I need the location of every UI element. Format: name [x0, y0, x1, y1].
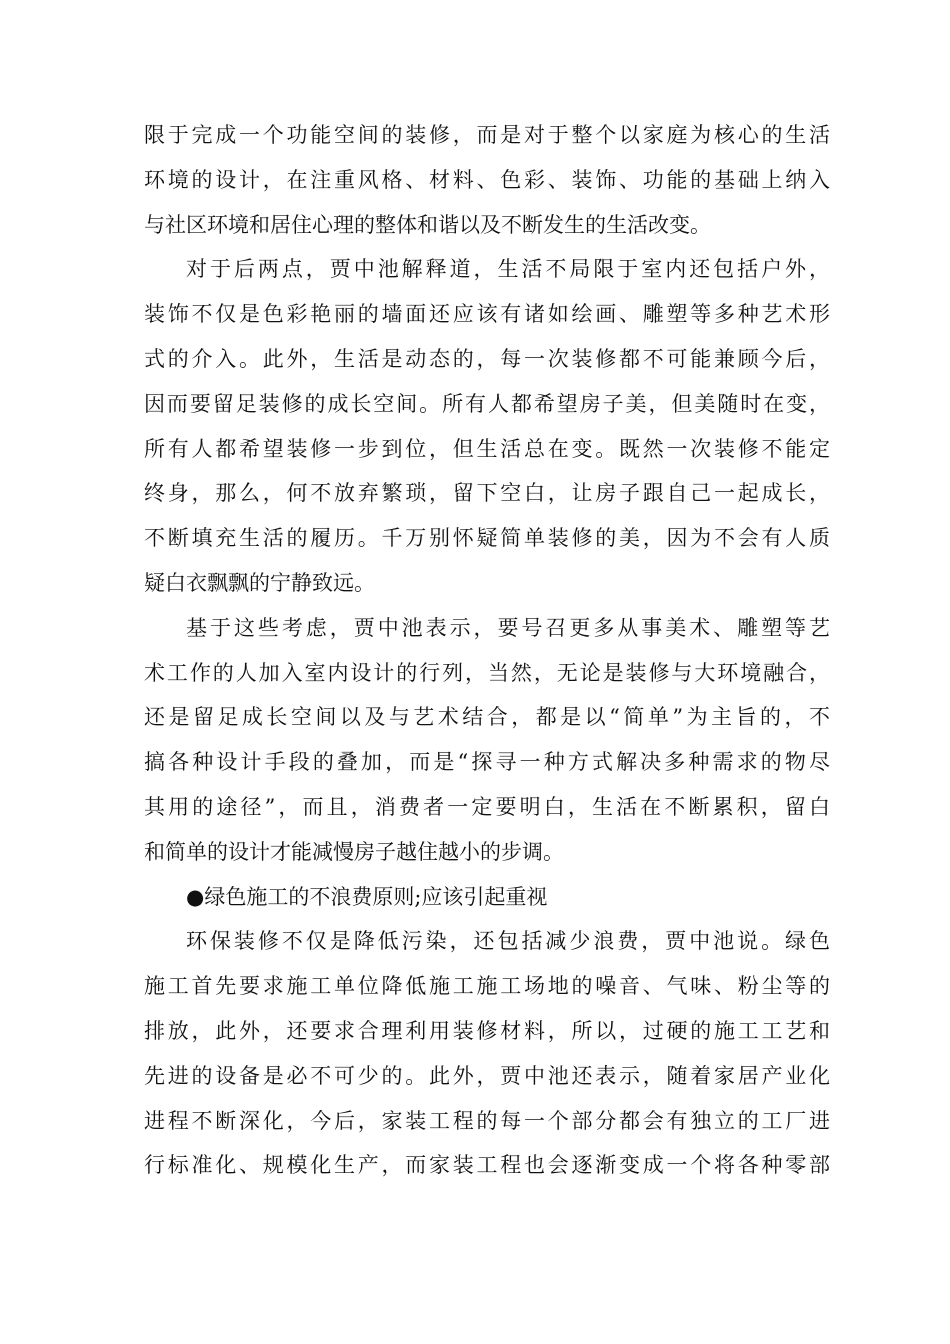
paragraph-2-line-2: 装饰不仅是色彩艳丽的墙面还应该有诸如绘画、雕塑等多种艺术形	[144, 302, 830, 327]
paragraph-3-line-4: 搞各种设计手段的叠加，而是“探寻一种方式解决多种需求的物尽	[144, 750, 830, 775]
paragraph-2-line-8: 疑白衣飘飘的宁静致远。	[144, 570, 375, 595]
paragraph-2-line-1: 对于后两点，贾中池解释道，生活不局限于室内还包括户外，	[186, 257, 830, 282]
paragraph-2-line-6: 终身，那么，何不放弃繁琐，留下空白，让房子跟自己一起成长，	[144, 481, 830, 506]
paragraph-2-line-4: 因而要留足装修的成长空间。所有人都希望房子美，但美随时在变，	[144, 391, 830, 416]
paragraph-3-line-3: 还是留足成长空间以及与艺术结合，都是以“简单”为主旨的，不	[144, 705, 830, 730]
body-text	[144, 113, 830, 1188]
paragraph-2-line-5: 所有人都希望装修一步到位，但生活总在变。既然一次装修不能定	[144, 436, 830, 461]
paragraph-4-line-6: 行标准化、规模化生产，而家装工程也会逐渐变成一个将各种零部	[144, 1153, 830, 1178]
paragraph-4-line-3: 排放，此外，还要求合理利用装修材料，所以，过硬的施工工艺和	[144, 1018, 830, 1043]
paragraph-4-line-4: 先进的设备是必不可少的。此外，贾中池还表示，随着家居产业化	[144, 1063, 830, 1088]
paragraph-1-line-1: 限于完成一个功能空间的装修，而是对于整个以家庭为核心的生活	[144, 123, 830, 147]
paragraph-4-line-5: 进程不断深化，今后，家装工程的每一个部分都会有独立的工厂进	[144, 1108, 830, 1133]
paragraph-2-line-7: 不断填充生活的履历。千万别怀疑简单装修的美，因为不会有人质	[144, 526, 830, 551]
paragraph-3-line-1: 基于这些考虑，贾中池表示，要号召更多从事美术、雕塑等艺	[186, 615, 830, 640]
paragraph-4-line-2: 施工首先要求施工单位降低施工施工场地的噪音、气味、粉尘等的	[144, 974, 830, 999]
paragraph-3-line-2: 术工作的人加入室内设计的行列，当然，无论是装修与大环境融合，	[144, 660, 830, 685]
paragraph-1-line-2: 环境的设计，在注重风格、材料、色彩、装饰、功能的基础上纳入	[144, 167, 830, 192]
paragraph-1-line-3: 与社区环境和居住心理的整体和谐以及不断发生的生活改变。	[144, 212, 711, 237]
paragraph-2-line-3: 式的介入。此外，生活是动态的，每一次装修都不可能兼顾今后，	[144, 346, 830, 371]
paragraph-3-line-6: 和简单的设计才能减慢房子越住越小的步调。	[144, 839, 564, 864]
paragraph-3-line-5: 其用的途径”，而且，消费者一定要明白，生活在不断累积，留白	[144, 794, 830, 819]
section-heading: ●绿色施工的不浪费原则;应该引起重视	[186, 884, 548, 909]
paragraph-4-line-1: 环保装修不仅是降低污染，还包括减少浪费，贾中池说。绿色	[186, 929, 830, 954]
